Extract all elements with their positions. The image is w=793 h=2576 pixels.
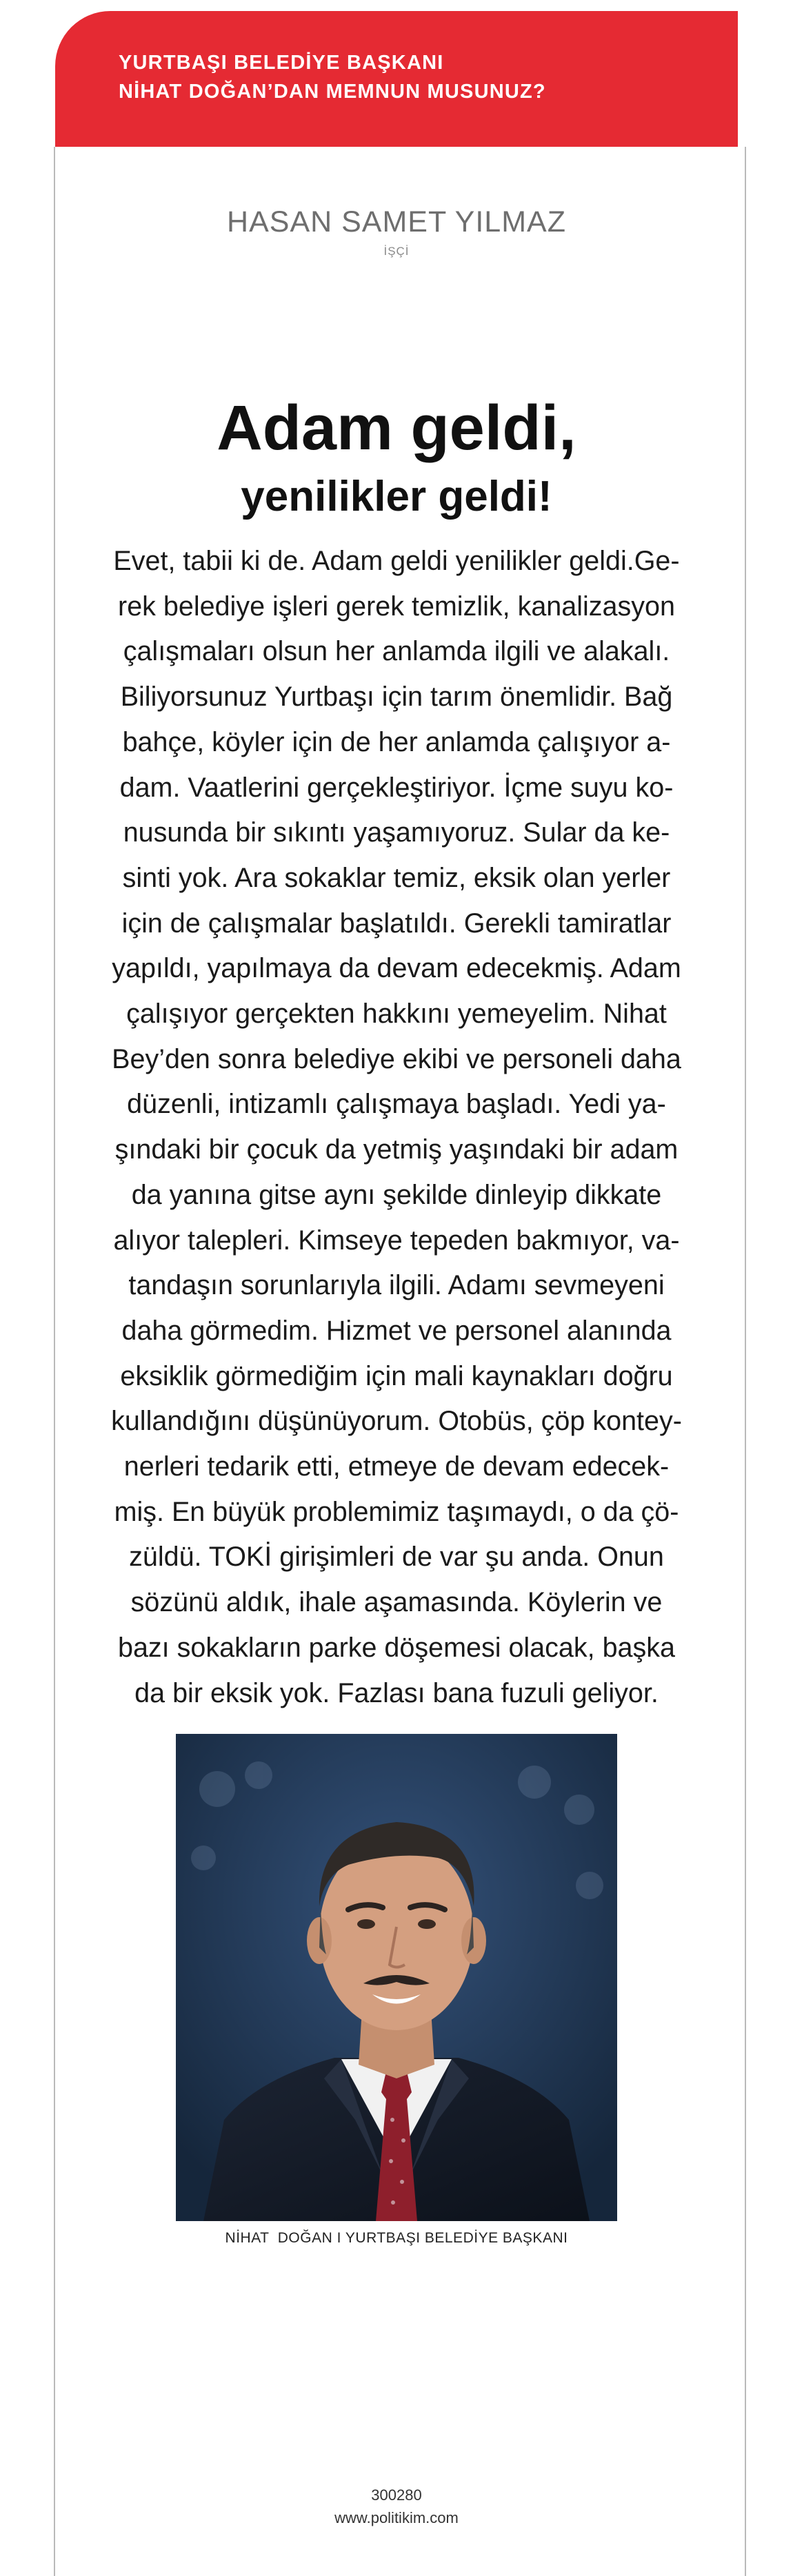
body-line: züldü. TOKİ girişimleri de var şu anda. Onun (129, 1542, 664, 1573)
body-line: da yanına gitse aynı şekilde dinleyip dikkate (131, 1179, 662, 1210)
body-line: için de çalışmalar başlatıldı. Gerekli tamiratlar (121, 908, 672, 939)
author-role: İŞÇİ (383, 245, 410, 258)
body-line: dam. Vaatlerini gerçekleştiriyor. İçme suyu ko- (119, 772, 674, 803)
body-line: sözünü aldık, ihale aşamasında. Köylerin ve (130, 1587, 663, 1618)
body-line: Biliyorsunuz Yurtbaşı için tarım önemlidir. Bağ (120, 682, 673, 713)
body-line: da bir eksik yok. Fazlası bana fuzuli geliyor. (134, 1677, 659, 1708)
body-line: şındaki bir çocuk da yetmiş yaşındaki bir adam (114, 1134, 679, 1165)
body-line: tandaşın sorunlarıyla ilgili. Adamı sevmeyeni (128, 1270, 665, 1301)
body-line: nerleri tedarik etti, etmeye de devam edecek- (123, 1451, 670, 1482)
body-line: alıyor talepleri. Kimseye tepeden bakmıyor, va- (113, 1225, 680, 1256)
body-line: rek belediye işleri gerek temizlik, kanalizasyon (118, 591, 675, 622)
author-name: HASAN SAMET YILMAZ (227, 205, 566, 238)
page-code: 300280 (371, 2486, 422, 2504)
subheadline: yenilikler geldi! (241, 473, 552, 520)
portrait-illustration (176, 1734, 617, 2221)
body-line: eksiklik görmediğim için mali kaynakları doğru (120, 1360, 673, 1391)
banner-line-1: YURTBAŞI BELEDİYE BAŞKANI (119, 52, 444, 74)
body-line: Bey’den sonra belediye ekibi ve personeli daha (112, 1043, 681, 1074)
body-line: kullandığını düşünüyorum. Otobüs, çöp kontey- (111, 1406, 682, 1437)
body-line: çalışıyor gerçekten hakkını yemeyelim. Nihat (126, 999, 667, 1030)
body-line: sinti yok. Ara sokaklar temiz, eksik olan yerler (122, 862, 671, 893)
article-body (110, 539, 683, 1716)
title-banner (55, 11, 738, 147)
body-line: bahçe, köyler için de her anlamda çalışıyor a- (122, 726, 671, 757)
website-link[interactable]: www.politikim.com (334, 2509, 459, 2526)
body-line: çalışmaları olsun her anlamda ilgili ve alakalı. (123, 636, 670, 667)
headline: Adam geldi, (217, 393, 576, 463)
body-line: bazı sokakların parke döşemesi olacak, başka (118, 1632, 675, 1663)
body-line: yapıldı, yapılmaya da devam edecekmiş. Adam (112, 953, 681, 984)
body-line: Evet, tabii ki de. Adam geldi yenilikler geldi.Ge- (113, 546, 680, 576)
body-line: düzenli, intizamlı çalışmaya başladı. Yedi ya- (127, 1089, 666, 1120)
mayor-portrait-photo (176, 1734, 617, 2221)
body-line: miş. En büyük problemimiz taşımaydı, o da çö- (114, 1496, 679, 1527)
body-line: daha görmedim. Hizmet ve personel alanında (121, 1315, 672, 1346)
photo-caption: NİHAT DOĞAN I YURTBAŞI BELEDİYE BAŞKANI (225, 2230, 568, 2246)
banner-line-2: NİHAT DOĞAN’DAN MEMNUN MUSUNUZ? (119, 81, 546, 103)
body-line: nusunda bir sıkıntı yaşamıyoruz. Sular da ke- (123, 817, 670, 848)
